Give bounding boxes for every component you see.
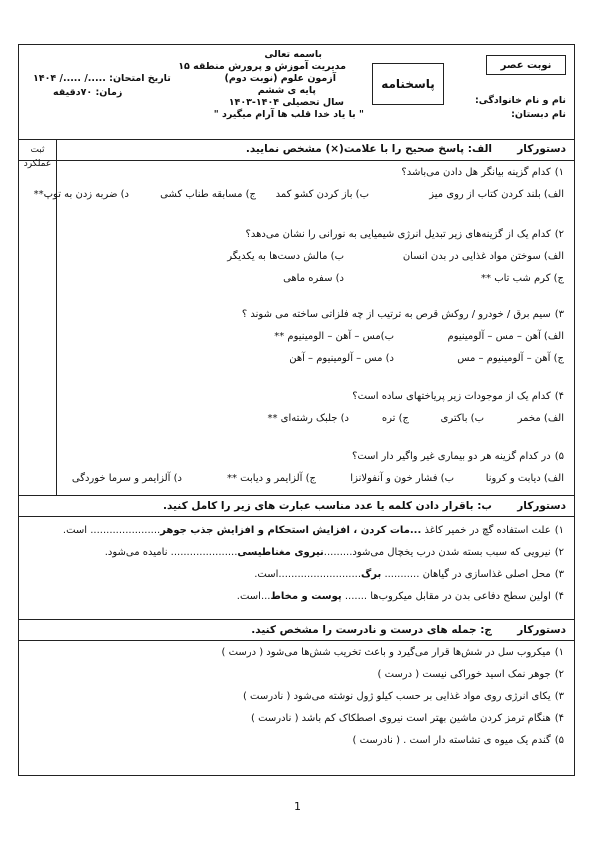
option-a4-2[interactable]: ب) باکتری [440,413,484,424]
shift-badge: نوبت عصر [486,55,566,75]
tf-item-2: ۲)جوهر نمک اسید خوراکی نیست ( درست ) [377,669,564,680]
option-a2-1[interactable]: الف) سوختن مواد غذایی در بدن انسان [402,251,564,262]
exam-header [19,45,574,140]
tf-item-5: ۵)گندم یک میوه ی تشاسته دار است . ( نادرست ) [352,735,564,746]
student-name-label: نام و نام خانوادگی: [474,95,566,106]
section-c-title: ج: جمله های درست و نادرست را مشخص کنید. [251,624,492,636]
exam-date: تاریخ امتحان: ...../ ...../ ۱۴۰۴ [33,73,171,84]
basmala: باسمه تعالی [264,49,322,60]
question-a1: ۱)کدام گزینه بیانگر هل دادن می‌باشد؟ [401,167,564,178]
section-a-title: الف: پاسخ صحیح را با علامت(×) مشخص نمایید. [245,143,492,155]
answer-key-badge: پاسخنامه [372,63,444,105]
section-c-label: دستورکار [517,624,566,636]
school-name-label: نام دبستان: [511,109,566,120]
grade: پایه ی ششم [257,85,316,96]
exam-duration: زمان: ۷۰دقیقه [53,87,123,98]
option-a5-1[interactable]: الف) دیابت و کرونا [485,473,564,484]
tf-item-4: ۴)هنگام ترمز کردن ماشین بهتر است نیروی اصطکاک کم باشد ( نادرست ) [251,713,564,724]
option-a4-1[interactable]: الف) مخمر [517,413,564,424]
exam-sheet [18,44,575,776]
option-a1-3[interactable]: ج) مسابقه طناب کشی [160,189,256,200]
fill-item-1: ۱)علت استفاده گچ در خمیر کاغذ ...مات کردن ، افزایش استحکام و افزایش جذب جوهر...................... است. [62,525,564,536]
section-b-label: دستورکار [517,500,566,512]
section-c-header [19,619,574,641]
tf-item-1: ۱)میکروب سل در شش‌ها قرار می‌گیرد و باعث تخریب شش‌ها می‌شود ( درست ) [221,647,564,658]
option-a5-3[interactable]: ج) آلزایمر و دیابت ** [227,473,316,484]
school-year: سال تحصیلی ۱۴۰۴-۱۴۰۳ [228,97,344,108]
question-a5: ۵)در کدام گزینه هر دو بیماری غیر واگیر دار است؟ [352,451,564,462]
question-a2: ۲)کدام یک از گزینه‌های زیر تبدیل انرژی شیمیایی به نورانی را نشان می‌دهد؟ [245,229,564,240]
fill-item-4: ۴)اولین سطح دفاعی بدن در مقابل میکروب‌ها ....... پوست و مخاط...است. [236,591,564,602]
option-a3-4[interactable]: د) مس – آلومینیوم – آهن [289,353,394,364]
motto: " با یاد خدا قلب ها آرام میگیرد " [213,109,364,120]
section-a-header [19,139,574,161]
page-number: 1 [294,800,301,813]
question-a3: ۳)سیم برق / خودرو / روکش قرص به ترتیب از چه فلزاتی ساخته می شوند ؟ [241,309,564,320]
option-a3-1[interactable]: الف) آهن – مس – آلومینیوم [447,331,564,342]
option-a3-3[interactable]: ج) آهن – آلومینیوم – مس [457,353,564,364]
performance-label-2: عملکرد [23,159,52,169]
fill-item-2: ۲)نیرویی که سبب بسته شدن درب یخچال می‌شود.........نیروی مغناطیسی..................... نامیده می‌شود. [104,547,564,558]
option-a1-1[interactable]: الف) بلند کردن کتاب از روی میز [429,189,564,200]
fill-item-3: ۳)محل اصلی غذاسازی در گیاهان ........... برگ..........................است. [254,569,564,580]
organization: مدیریت آموزش و پرورش منطقه ۱۵ [178,61,346,72]
section-a-label: دستورکار [517,143,566,155]
option-a1-2[interactable]: ب) باز کردن کشو کمد [275,189,369,200]
option-a3-2[interactable]: ب)مس – آهن – الومینیوم ** [274,331,394,342]
tf-item-3: ۳)یکای انرژی روی مواد غذایی بر حسب کیلو ژول نوشته می‌شود ( نادرست ) [242,691,564,702]
option-a4-4[interactable]: د) جلبک رشته‌ای ** [267,413,349,424]
option-a5-2[interactable]: ب) فشار خون و آنفولانزا [350,473,454,484]
option-a2-2[interactable]: ب) مالش دست‌ها به یکدیگر [227,251,344,262]
option-a5-4[interactable]: د) آلزایمر و سرما خوردگی [71,473,182,484]
exam-title: آزمون علوم (نوبت دوم) [224,73,336,84]
section-b-header [19,495,574,517]
option-a1-4[interactable]: د) ضربه زدن به توپ** [33,189,129,200]
option-a4-3[interactable]: ج) تره [381,413,409,424]
option-a2-4[interactable]: د) سفره ماهی [283,273,344,284]
performance-label-1: ثبت [30,145,45,155]
section-b-title: ب: باقرار دادن کلمه یا عدد مناسب عبارت های زیر را کامل کنید. [162,500,492,512]
question-a4: ۴)کدام یک از موجودات زیر پریاختهای ساده است؟ [352,391,564,402]
option-a2-3[interactable]: ج) کرم شب تاب ** [481,273,564,284]
